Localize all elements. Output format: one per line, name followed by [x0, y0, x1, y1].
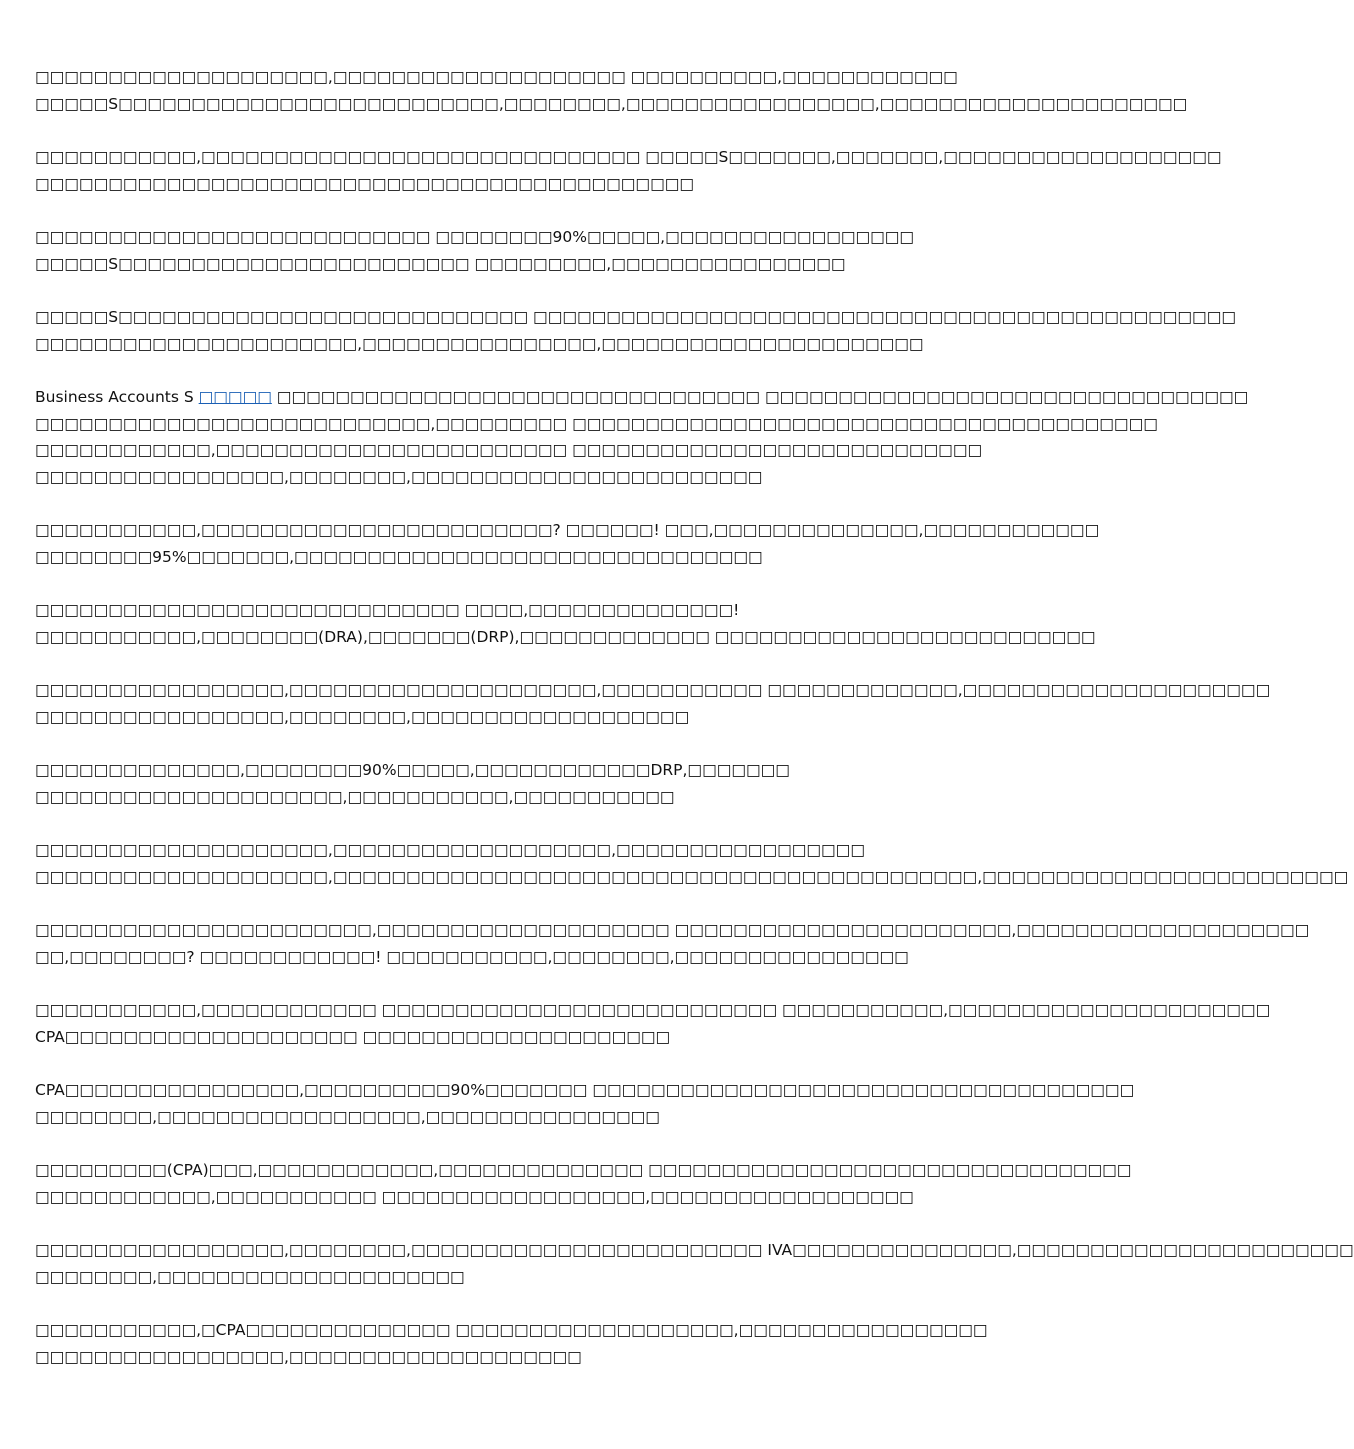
- paragraph-10: [35, 837, 1349, 890]
- document-page: [35, 64, 1354, 1397]
- paragraph-4: [35, 304, 1236, 357]
- paragraph-8: [35, 677, 1271, 730]
- text-line: □□□□□□□□□□□,□□□□□□□□□□□□□□□□□□□□□□□□□□□□□□ □□□□□S□□□□□□□,□□□□□□□,□□□□□□□□□□□□□□□□□□□: [35, 148, 1222, 166]
- text-line: □□□□□S□□□□□□□□□□□□□□□□□□□□□□□□ □□□□□□□□□,□□□□□□□□□□□□□□□□: [35, 254, 846, 273]
- paragraph-13: [35, 1077, 1135, 1130]
- link-trailing-text: □□□□□□□□□□□□□□□□□□□□□□□□□□□□□□□□□ □□□□□□□□□□□□□□□□□□□□□□□□□□□□□□□□□: [271, 388, 1249, 406]
- text-line: □□□□□□□□□□□,□CPA□□□□□□□□□□□□□□ □□□□□□□□□□□□□□□□□□□,□□□□□□□□□□□□□□□□□: [35, 1321, 988, 1339]
- text-line: □□□□□□□□□□□,□□□□□□□□□□□□□□□□□□□□□□□□? □□□□□□! □□□,□□□□□□□□□□□□□□,□□□□□□□□□□□□: [35, 521, 1100, 539]
- paragraph-5: [35, 384, 1249, 490]
- text-line: □□□□□□□□□□□□□□,□□□□□□□□90%□□□□□,□□□□□□□□□□□□DRP,□□□□□□□: [35, 761, 790, 779]
- text-line: □□□□□□□□95%□□□□□□□,□□□□□□□□□□□□□□□□□□□□□□□□□□□□□□□□: [35, 547, 763, 566]
- text-line: □□□□□□□□,□□□□□□□□□□□□□□□□□□,□□□□□□□□□□□□□□□□: [35, 1107, 660, 1126]
- paragraph-1: [35, 64, 1188, 117]
- text-line: □□□□□□□□□(CPA)□□□,□□□□□□□□□□□□,□□□□□□□□□□□□□□ □□□□□□□□□□□□□□□□□□□□□□□□□□□□□□□□□: [35, 1161, 1132, 1179]
- text-line: [35, 384, 1249, 411]
- paragraph-7: [35, 597, 1096, 650]
- text-line: □□□□□□□□□□□□□□□□□,□□□□□□□□□□□□□□□□□□□□: [35, 1347, 582, 1366]
- text-line: □□□□□□□□□□□□,□□□□□□□□□□□ □□□□□□□□□□□□□□□□□□,□□□□□□□□□□□□□□□□□□: [35, 1187, 914, 1206]
- paragraph-9: [35, 757, 995, 810]
- text-line: □□□□□□□□□□□□□□□□□□□□□□□□□□□ □□□□□□□□90%□□□□□,□□□□□□□□□□□□□□□□□: [35, 228, 915, 246]
- text-line: □□□□□□□□□□□□□□□□□,□□□□□□□□,□□□□□□□□□□□□□□□□□□□: [35, 707, 690, 726]
- text-line: □□□□□□□□□□□□□□□□□□□□□,□□□□□□□□□□□,□□□□□□□□□□□: [35, 787, 675, 806]
- paragraph-12: [35, 997, 1271, 1050]
- text-line: □□□□□□□□,□□□□□□□□□□□□□□□□□□□□□: [35, 1267, 465, 1286]
- text-line: □□□□□S□□□□□□□□□□□□□□□□□□□□□□□□□□□□ □□□□□□□□□□□□□□□□□□□□□□□□□□□□□□□□□□□□□□□□□□□□□□□□: [35, 308, 1236, 326]
- text-line: □□□□□□□□□□□□□□□□□,□□□□□□□□,□□□□□□□□□□□□□□□□□□□□□□□□ IVA□□□□□□□□□□□□□□□,□□□□□□□□□□□□□□□□□□□□□□□: [35, 1241, 1354, 1259]
- paragraph-6: [35, 517, 1100, 570]
- text-line: CPA□□□□□□□□□□□□□□□□□□□□ □□□□□□□□□□□□□□□□□□□□□: [35, 1027, 671, 1046]
- text-line: □□□□□□□□□□□□□□□□□□□□,□□□□□□□□□□□□□□□□□□□□□□□□□□□□□□□□□□□□□□□□□□□□,□□□□□□□□□□□□□□□□□□□□□□□□□: [35, 867, 1349, 886]
- text-line: □□□□□□□□□□□□□□□□□□□□□□□□□□□,□□□□□□□□□ □□□□□□□□□□□□□□□□□□□□□□□□□□□□□□□□□□□□□□□□: [35, 414, 1158, 433]
- text-line: CPA□□□□□□□□□□□□□□□□,□□□□□□□□□□90%□□□□□□□ □□□□□□□□□□□□□□□□□□□□□□□□□□□□□□□□□□□□□: [35, 1081, 1135, 1099]
- link-lead-text: Business Accounts S: [35, 388, 199, 406]
- text-line: □□□□□□□□□□□□□□□□□□□□□□□□□□□□□ □□□□,□□□□□□□□□□□□□□!: [35, 601, 740, 619]
- paragraph-2: [35, 144, 1222, 197]
- paragraph-16: [35, 1317, 995, 1370]
- paragraph-3: [35, 224, 995, 277]
- paragraph-11: [35, 917, 1310, 970]
- text-line: □□□□□□□□□□□□□□□□□□□□,□□□□□□□□□□□□□□□□□□□□ □□□□□□□□□□,□□□□□□□□□□□□: [35, 68, 958, 86]
- text-line: □□□□□□□□□□□,□□□□□□□□□□□□ □□□□□□□□□□□□□□□□□□□□□□□□□□□ □□□□□□□□□□□,□□□□□□□□□□□□□□□□□□□□□□: [35, 1001, 1271, 1019]
- text-line: □□□□□□□□□□□□□□□□□,□□□□□□□□,□□□□□□□□□□□□□□□□□□□□□□□□: [35, 467, 763, 486]
- text-line: □□□□□□□□□□□□□□□□□□□□□□□,□□□□□□□□□□□□□□□□□□□□ □□□□□□□□□□□□□□□□□□□□□□□,□□□□□□□□□□□□□□□□□□□□: [35, 921, 1310, 939]
- paragraph-15: [35, 1237, 1354, 1290]
- text-line: □□□□□□□□□□□□□□□□□□□□□□□□□□□□□□□□□□□□□□□□□□□□□: [35, 174, 695, 193]
- text-line: □□□□□S□□□□□□□□□□□□□□□□□□□□□□□□□□,□□□□□□□□,□□□□□□□□□□□□□□□□□,□□□□□□□□□□□□□□□□□□□□□: [35, 94, 1188, 113]
- text-line: □□□□□□□□□□□□□□□□□,□□□□□□□□□□□□□□□□□□□□□,□□□□□□□□□□□ □□□□□□□□□□□□□,□□□□□□□□□□□□□□□□□□□□□: [35, 681, 1271, 699]
- text-line: □□□□□□□□□□□□□□□□□□□□,□□□□□□□□□□□□□□□□□□□,□□□□□□□□□□□□□□□□□: [35, 841, 865, 859]
- text-line: □□□□□□□□□□□□,□□□□□□□□□□□□□□□□□□□□□□□□ □□□□□□□□□□□□□□□□□□□□□□□□□□□□: [35, 441, 983, 459]
- inline-link[interactable]: □□□□□: [198, 388, 272, 406]
- text-line: □□□□□□□□□□□,□□□□□□□□(DRA),□□□□□□□(DRP),□□□□□□□□□□□□□ □□□□□□□□□□□□□□□□□□□□□□□□□□: [35, 627, 1096, 646]
- text-line: □□□□□□□□□□□□□□□□□□□□□□,□□□□□□□□□□□□□□□□,□□□□□□□□□□□□□□□□□□□□□□: [35, 334, 924, 353]
- text-line: □□,□□□□□□□□? □□□□□□□□□□□□! □□□□□□□□□□□,□□□□□□□□,□□□□□□□□□□□□□□□□: [35, 947, 909, 966]
- paragraph-14: [35, 1157, 1132, 1210]
